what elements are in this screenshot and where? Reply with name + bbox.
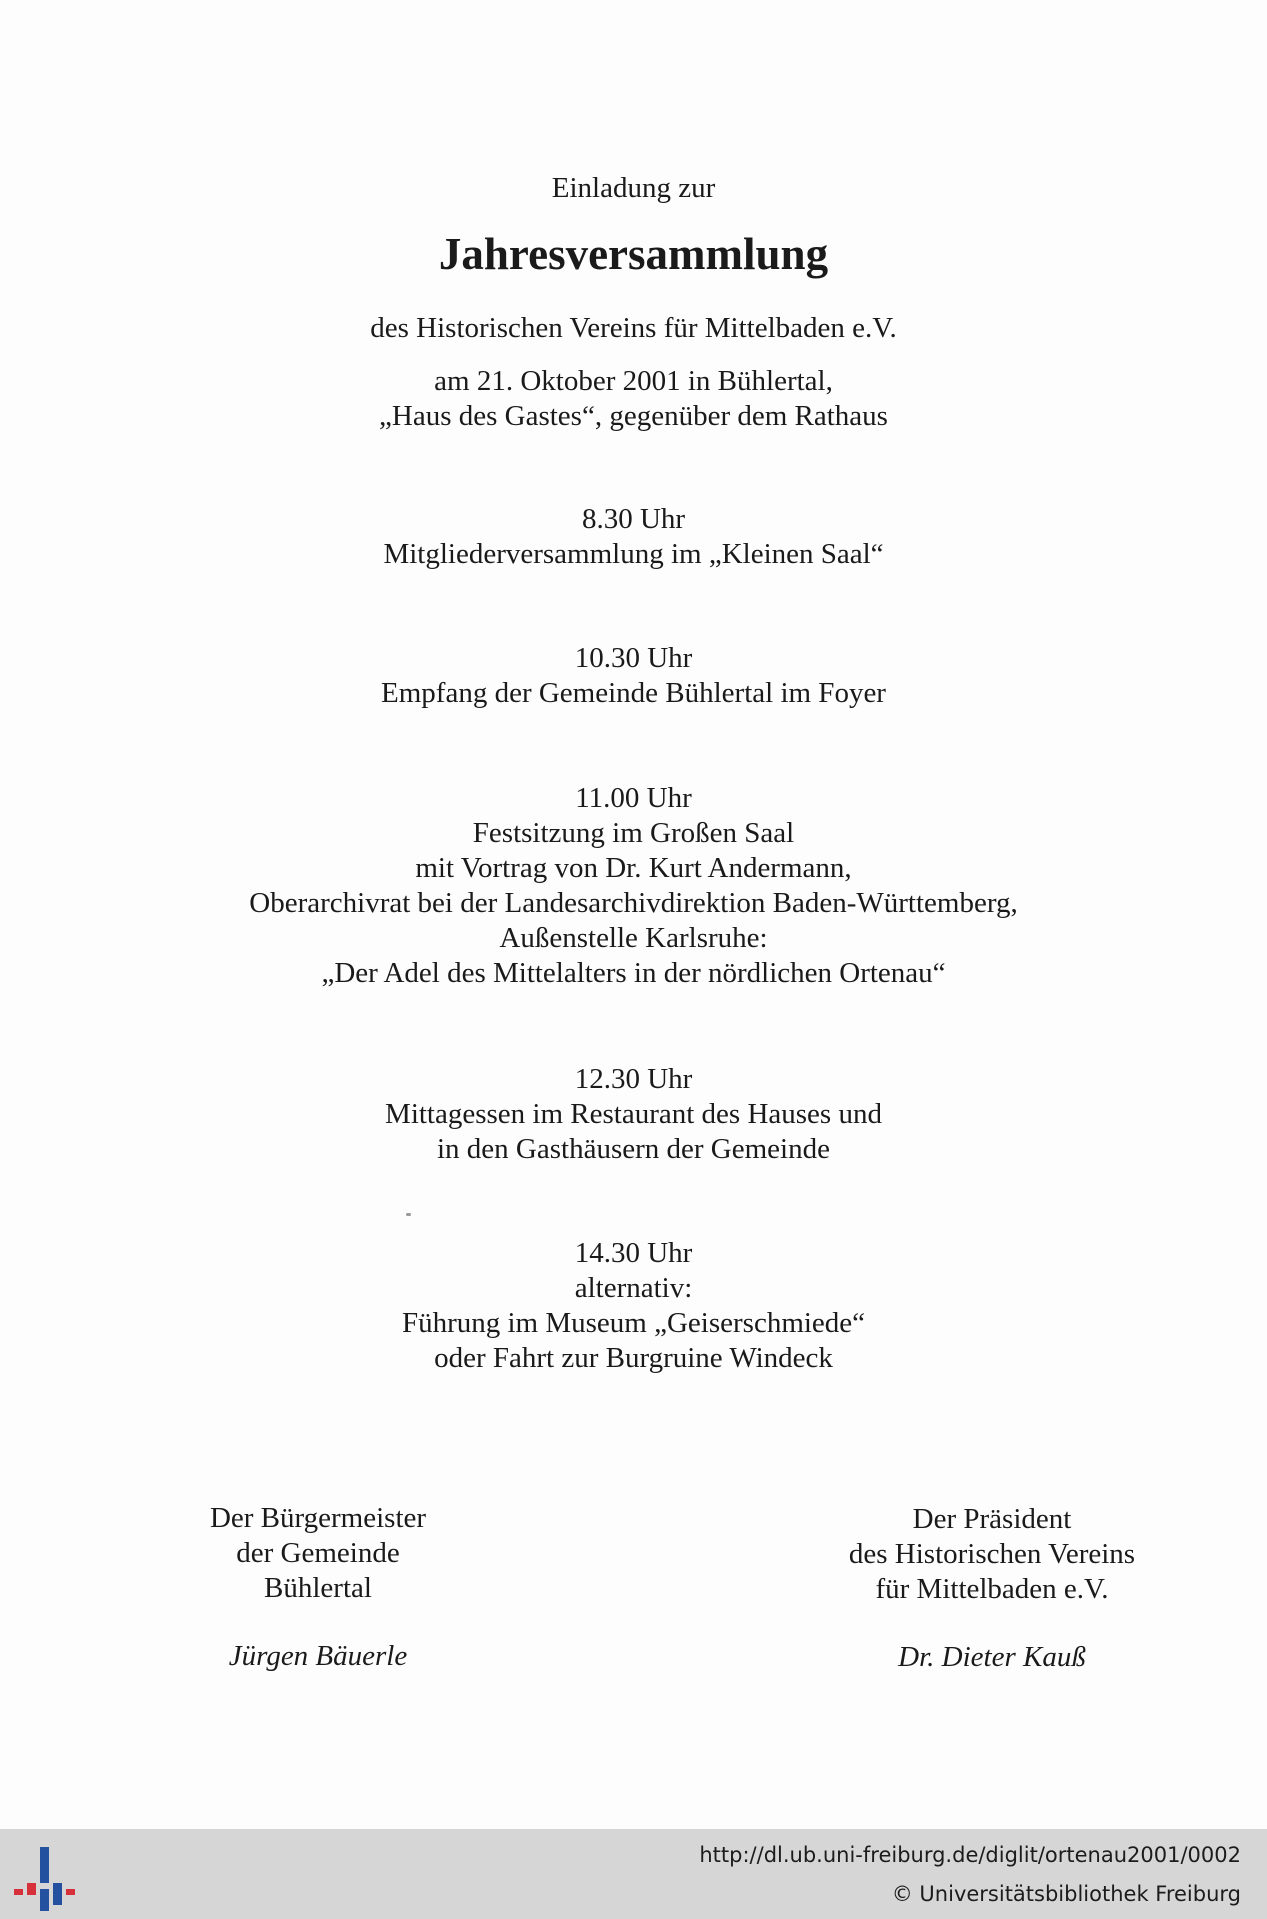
program-time: 10.30 Uhr <box>574 642 693 674</box>
program-text: Mitgliederversammlung im „Kleinen Saal“ <box>383 538 884 570</box>
signature-president <box>782 1502 1202 1675</box>
intro-text: Einladung zur <box>551 172 716 204</box>
program-item-3 <box>0 781 1267 991</box>
invitation-title: Jahresversammlung <box>438 229 829 279</box>
program-text: „Der Adel des Mittelalters in der nördlichen Ortenau“ <box>321 957 946 989</box>
signature-line: des Historischen Vereins <box>848 1538 1136 1570</box>
signature-mayor <box>108 1501 528 1674</box>
program-text: mit Vortrag von Dr. Kurt Andermann, <box>415 852 852 884</box>
program-text: oder Fahrt zur Burgruine Windeck <box>434 1342 833 1374</box>
signature-name: Dr. Dieter Kauß <box>898 1641 1086 1673</box>
signature-line: für Mittelbaden e.V. <box>875 1573 1109 1605</box>
program-text: Außenstelle Karlsruhe: <box>499 922 768 954</box>
subtitle-text: des Historischen Vereins für Mittelbaden e.V. <box>370 312 897 344</box>
program-time: 11.00 Uhr <box>575 782 692 814</box>
signature-line: Bühlertal <box>264 1572 372 1604</box>
program-text: alternativ: <box>574 1272 693 1304</box>
program-time: 14.30 Uhr <box>574 1237 693 1269</box>
program-text: Festsitzung im Großen Saal <box>472 817 795 849</box>
invitation-subtitle <box>0 311 1267 346</box>
program-item-1 <box>0 502 1267 572</box>
program-item-5 <box>0 1236 1267 1376</box>
program-item-4 <box>0 1062 1267 1167</box>
signature-name: Jürgen Bäuerle <box>228 1640 408 1672</box>
signature-line: Der Bürgermeister <box>209 1502 427 1534</box>
signature-line: Der Präsident <box>912 1503 1072 1535</box>
program-text: Empfang der Gemeinde Bühlertal im Foyer <box>381 677 886 709</box>
program-time: 12.30 Uhr <box>574 1063 693 1095</box>
library-footer <box>0 1829 1267 1919</box>
program-text: Mittagessen im Restaurant des Hauses und <box>385 1098 882 1130</box>
invitation-intro <box>0 171 1267 206</box>
ub-freiburg-logo-icon <box>14 1843 84 1913</box>
program-item-2 <box>0 641 1267 711</box>
program-text: Oberarchivrat bei der Landesarchivdirektion Baden-Württemberg, <box>249 887 1018 919</box>
copyright-text: © Universitätsbibliothek Freiburg <box>891 1882 1241 1906</box>
scan-speck <box>406 1213 411 1216</box>
date-line-1: am 21. Oktober 2001 in Bühlertal, <box>434 365 833 397</box>
program-text: in den Gasthäusern der Gemeinde <box>437 1133 830 1165</box>
date-line-2: „Haus des Gastes“, gegenüber dem Rathaus <box>379 400 888 432</box>
source-url-link[interactable]: http://dl.ub.uni-freiburg.de/diglit/ortenau2001/0002 <box>699 1843 1241 1867</box>
signature-line: der Gemeinde <box>236 1537 400 1569</box>
program-text: Führung im Museum „Geiserschmiede“ <box>401 1307 866 1339</box>
program-time: 8.30 Uhr <box>581 503 686 535</box>
event-date-location <box>0 364 1267 434</box>
